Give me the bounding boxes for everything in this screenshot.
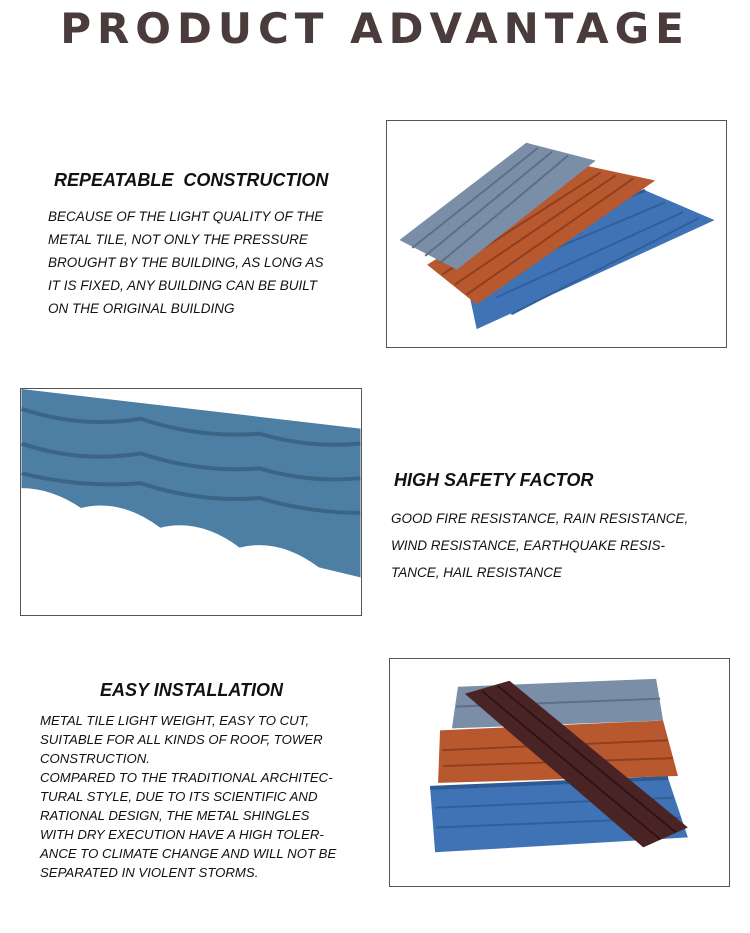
text-line: BROUGHT BY THE BUILDING, AS LONG AS — [48, 255, 324, 270]
image-gray-red-blue-roof-tiles — [386, 120, 727, 348]
section-text-easy-installation — [40, 711, 336, 882]
text-line: TURAL STYLE, DUE TO ITS SCIENTIFIC AND — [40, 789, 318, 804]
text-line: COMPARED TO THE TRADITIONAL ARCHITEC- — [40, 770, 333, 785]
text-line: ANCE TO CLIMATE CHANGE AND WILL NOT BE — [40, 846, 337, 861]
text-line: IT IS FIXED, ANY BUILDING CAN BE BUILT — [48, 278, 318, 293]
text-line: RATIONAL DESIGN, THE METAL SHINGLES — [40, 808, 310, 823]
text-line: GOOD FIRE RESISTANCE, RAIN RESISTANCE, — [391, 511, 689, 526]
section-text-repeatable-construction — [48, 205, 324, 320]
text-line: TANCE, HAIL RESISTANCE — [391, 565, 563, 580]
section-heading-easy-installation: EASY INSTALLATION — [100, 680, 284, 700]
text-line: ON THE ORIGINAL BUILDING — [48, 301, 235, 316]
text-line: SUITABLE FOR ALL KINDS OF ROOF, TOWER — [40, 732, 323, 747]
blue-tile-closeup-illustration — [21, 389, 361, 615]
page-title: PRODUCT ADVANTAGE — [60, 4, 690, 53]
section-heading-repeatable-construction: REPEATABLE CONSTRUCTION — [54, 170, 329, 190]
section-text-high-safety-factor — [391, 507, 688, 588]
section-heading-high-safety-factor: HIGH SAFETY FACTOR — [394, 470, 594, 490]
text-line: BECAUSE OF THE LIGHT QUALITY OF THE — [48, 209, 324, 224]
stacked-tiles-illustration — [390, 659, 729, 886]
text-line: CONSTRUCTION. — [40, 751, 150, 766]
text-line: WIND RESISTANCE, EARTHQUAKE RESIS- — [391, 538, 666, 553]
text-line: METAL TILE, NOT ONLY THE PRESSURE — [48, 232, 308, 247]
text-line: SEPARATED IN VIOLENT STORMS. — [40, 865, 259, 880]
image-stacked-colored-roof-tiles — [389, 658, 730, 887]
text-line: WITH DRY EXECUTION HAVE A HIGH TOLER- — [40, 827, 324, 842]
text-line: METAL TILE LIGHT WEIGHT, EASY TO CUT, — [40, 713, 310, 728]
image-blue-roof-tile-closeup — [20, 388, 362, 616]
roof-tiles-illustration — [387, 121, 726, 347]
